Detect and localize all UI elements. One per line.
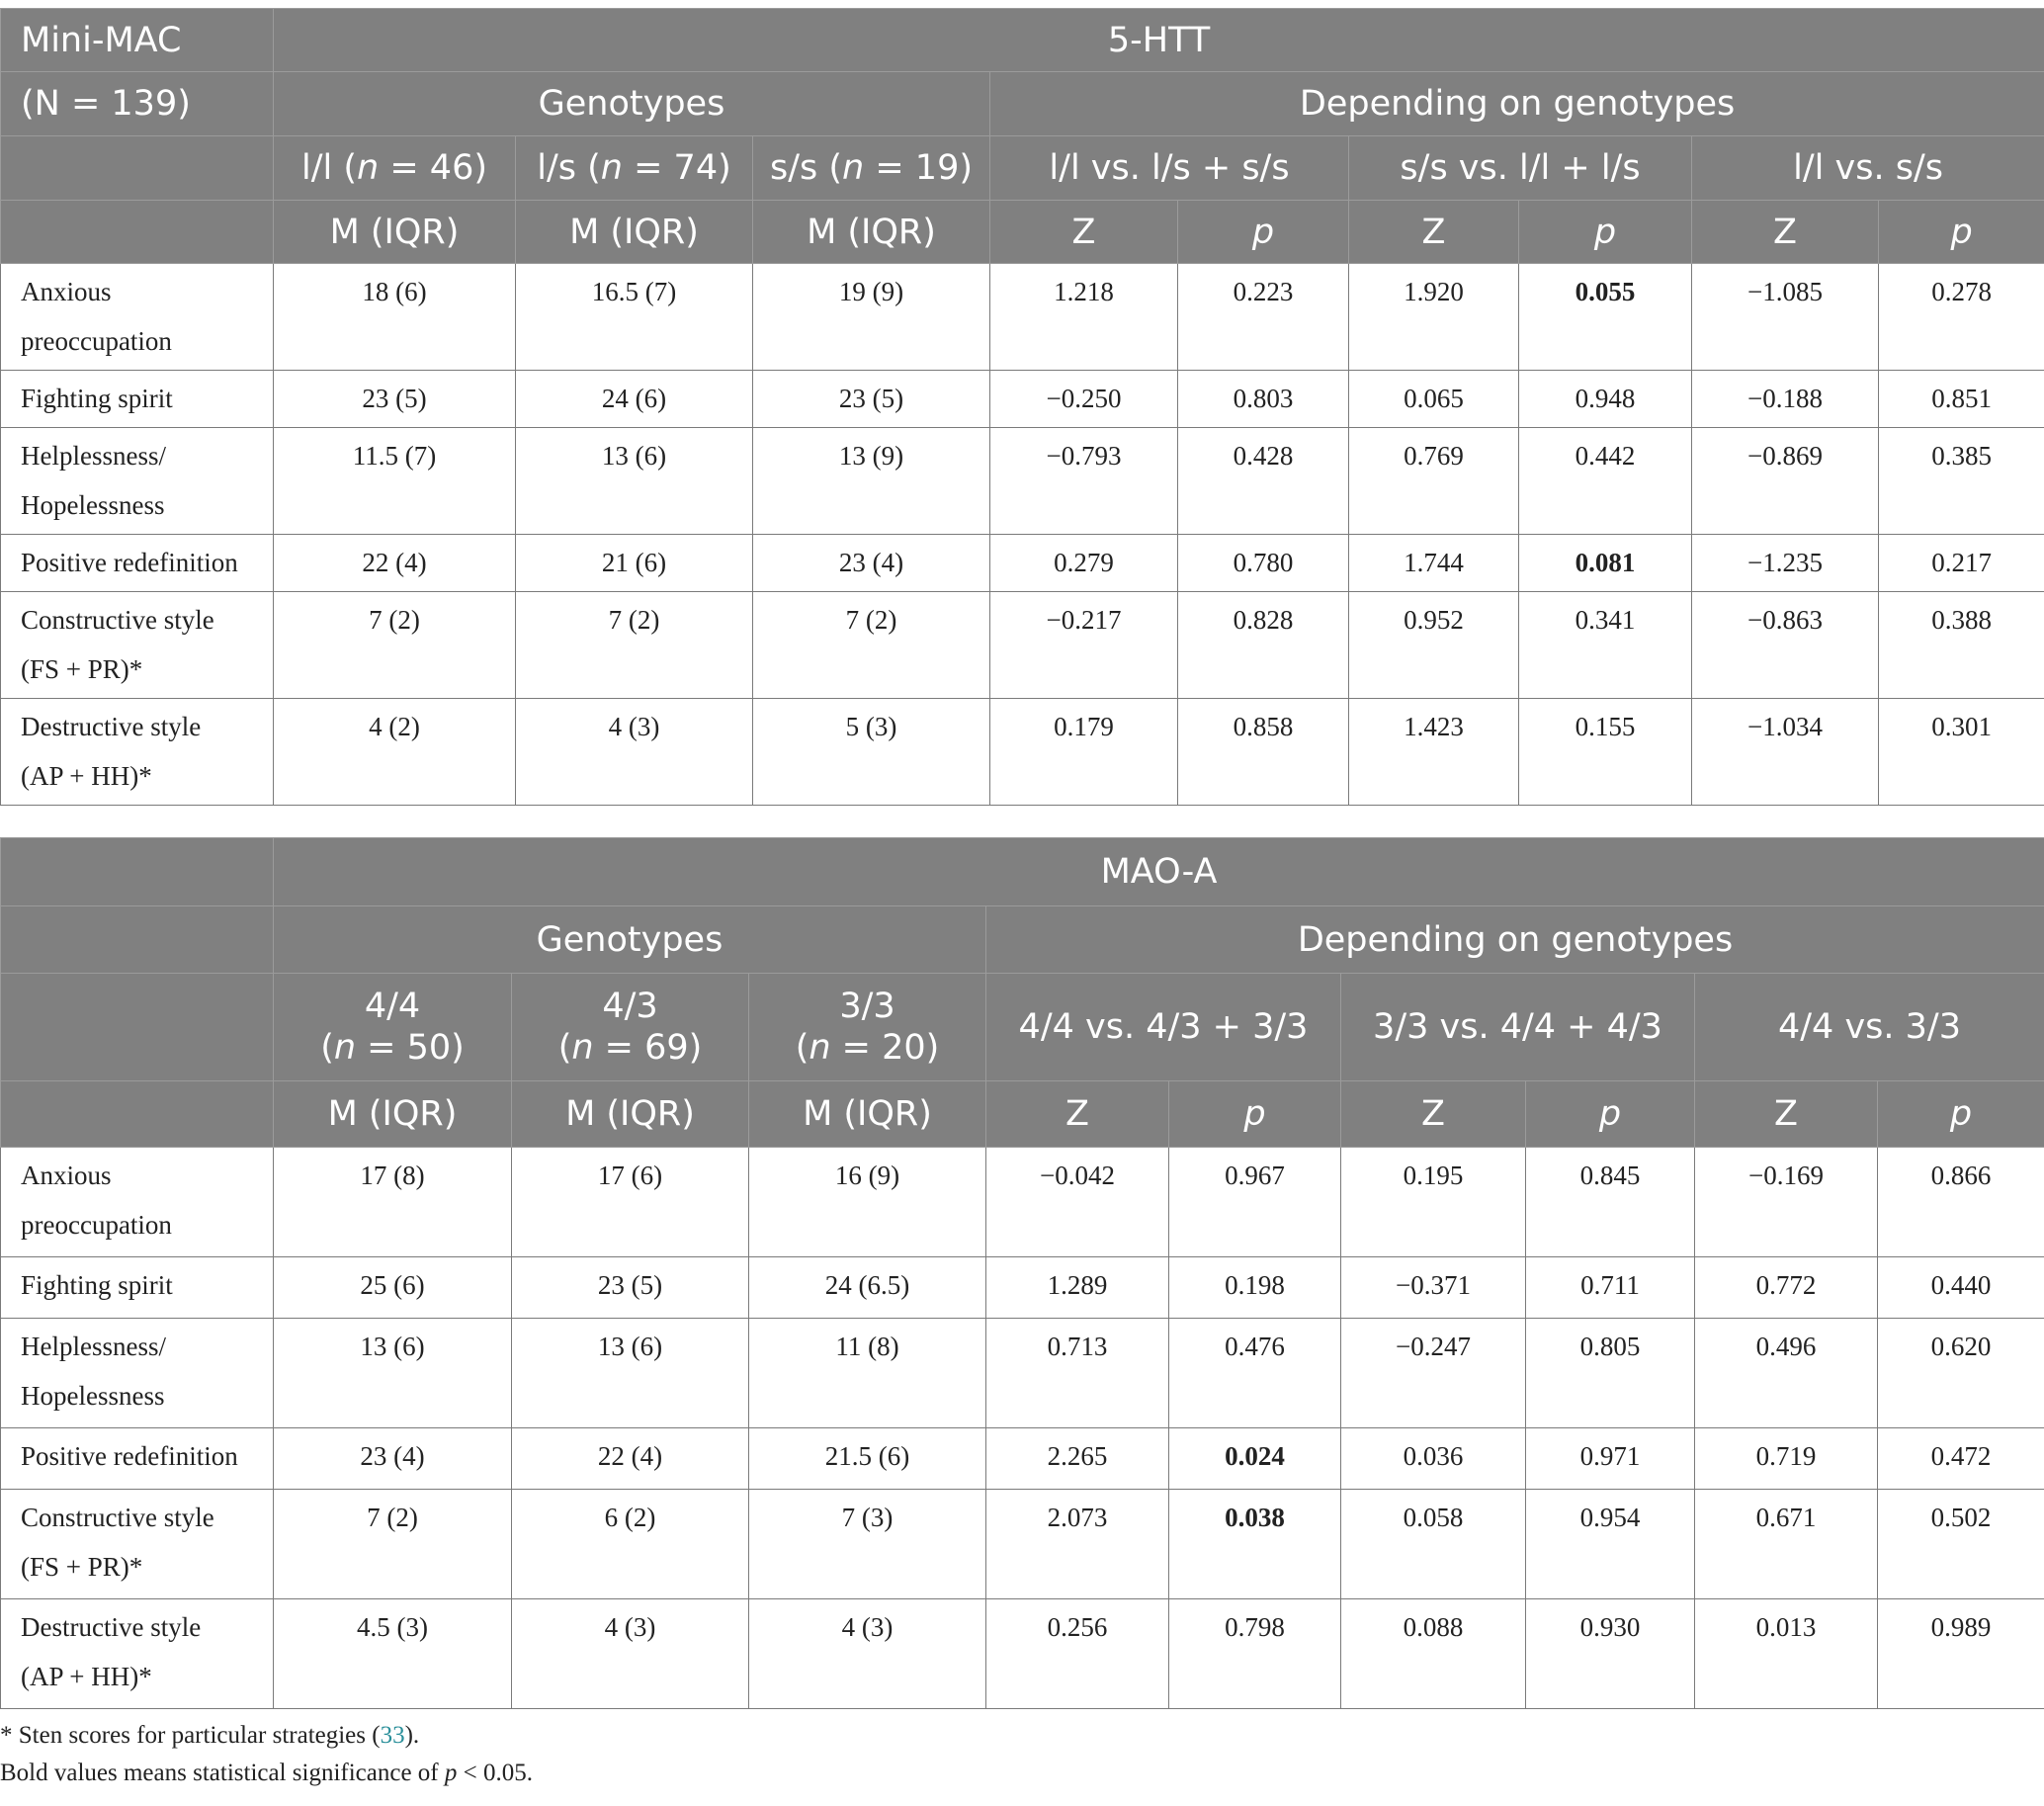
row-label: Helplessness/ Hopelessness — [1, 1319, 274, 1428]
cell: 0.279 — [990, 535, 1178, 592]
table-row — [1, 1599, 2044, 1709]
group-header: l/l (n = 46) — [274, 136, 516, 201]
cell: 0.301 — [1879, 699, 2044, 806]
comparison-header: l/l vs. l/s + s/s — [990, 136, 1349, 201]
cell-bold: 0.081 — [1519, 535, 1692, 592]
cell: 0.440 — [1878, 1257, 2044, 1319]
cell: 0.385 — [1879, 428, 2044, 535]
row-label: Positive redefinition — [1, 1428, 274, 1490]
table-row — [1, 371, 2044, 428]
comparison-header: s/s vs. l/l + l/s — [1349, 136, 1692, 201]
row-label: Destructive style (AP + HH)* — [1, 699, 274, 806]
footnote-sten: * Sten scores for particular strategies (33). — [0, 1722, 420, 1749]
table-maoa — [0, 837, 2044, 1709]
cell: 4 (2) — [274, 699, 516, 806]
cell: 0.013 — [1695, 1599, 1878, 1709]
stat-header: M (IQR) — [274, 1081, 512, 1148]
cell: −0.217 — [990, 592, 1178, 699]
cell: 21 (6) — [516, 535, 753, 592]
cell: −0.250 — [990, 371, 1178, 428]
row-label: Fighting spirit — [1, 371, 274, 428]
cell: 0.341 — [1519, 592, 1692, 699]
stat-header: p — [1519, 201, 1692, 264]
header-blank — [1, 1081, 274, 1148]
cell: 0.711 — [1526, 1257, 1695, 1319]
cell: 1.218 — [990, 264, 1178, 371]
stat-header: Z — [1341, 1081, 1526, 1148]
cell: 16.5 (7) — [516, 264, 753, 371]
cell: −0.042 — [986, 1148, 1169, 1257]
cell: 1.920 — [1349, 264, 1519, 371]
cell: 0.948 — [1519, 371, 1692, 428]
footnote-bold: Bold values means statistical significance of p < 0.05. — [0, 1760, 533, 1786]
cell: 0.845 — [1526, 1148, 1695, 1257]
cell: 0.223 — [1178, 264, 1349, 371]
cell: −1.235 — [1692, 535, 1879, 592]
header-blank — [1, 906, 274, 974]
cell: −0.169 — [1695, 1148, 1878, 1257]
cell: 22 (4) — [512, 1428, 749, 1490]
stat-header: p — [1178, 201, 1349, 264]
cell: 6 (2) — [512, 1490, 749, 1599]
table-row — [1, 1490, 2044, 1599]
cell: −0.793 — [990, 428, 1178, 535]
cell: 0.472 — [1878, 1428, 2044, 1490]
cell: −0.247 — [1341, 1319, 1526, 1428]
cell: 0.058 — [1341, 1490, 1526, 1599]
cell: 0.851 — [1879, 371, 2044, 428]
table-5htt — [0, 8, 2044, 806]
depending-header: Depending on genotypes — [990, 72, 2044, 136]
gene-header: MAO-A — [274, 838, 2044, 906]
stat-header: M (IQR) — [512, 1081, 749, 1148]
cell: 2.073 — [986, 1490, 1169, 1599]
group-header: l/s (n = 74) — [516, 136, 753, 201]
cell: 18 (6) — [274, 264, 516, 371]
cell: 0.155 — [1519, 699, 1692, 806]
stat-header: Z — [1695, 1081, 1878, 1148]
group-header: 4/3 (n = 69) — [512, 974, 749, 1081]
cell: 5 (3) — [753, 699, 990, 806]
cell: 0.858 — [1178, 699, 1349, 806]
cell: 0.620 — [1878, 1319, 2044, 1428]
group-header: s/s (n = 19) — [753, 136, 990, 201]
stat-header: Z — [1692, 201, 1879, 264]
table-row — [1, 592, 2044, 699]
cell: 23 (4) — [274, 1428, 512, 1490]
stat-header: M (IQR) — [749, 1081, 986, 1148]
cell: 0.278 — [1879, 264, 2044, 371]
corner-label-top: Mini-MAC — [1, 9, 274, 72]
cell: 22 (4) — [274, 535, 516, 592]
row-label: Constructive style (FS + PR)* — [1, 592, 274, 699]
cell: 7 (2) — [516, 592, 753, 699]
table-row — [1, 1319, 2044, 1428]
table-row — [1, 699, 2044, 806]
cell: 13 (6) — [512, 1319, 749, 1428]
cell: 0.780 — [1178, 535, 1349, 592]
cell: 11.5 (7) — [274, 428, 516, 535]
row-label: Anxious preoccupation — [1, 1148, 274, 1257]
cell: 0.930 — [1526, 1599, 1695, 1709]
table-row — [1, 428, 2044, 535]
table-row — [1, 535, 2044, 592]
depending-header: Depending on genotypes — [986, 906, 2044, 974]
cell: 0.476 — [1169, 1319, 1341, 1428]
stat-header: M (IQR) — [274, 201, 516, 264]
stat-header: p — [1526, 1081, 1695, 1148]
cell: 0.198 — [1169, 1257, 1341, 1319]
cell: 0.671 — [1695, 1490, 1878, 1599]
cell: −0.869 — [1692, 428, 1879, 535]
comparison-header: 4/4 vs. 4/3 + 3/3 — [986, 974, 1341, 1081]
cell: 0.502 — [1878, 1490, 2044, 1599]
stat-header: p — [1879, 201, 2044, 264]
stat-header: p — [1169, 1081, 1341, 1148]
cell: 4 (3) — [749, 1599, 986, 1709]
genotypes-header: Genotypes — [274, 72, 990, 136]
cell: −1.085 — [1692, 264, 1879, 371]
header-blank — [1, 201, 274, 264]
cell: 0.179 — [990, 699, 1178, 806]
cell: 7 (2) — [274, 592, 516, 699]
cell: 0.772 — [1695, 1257, 1878, 1319]
cell: 24 (6.5) — [749, 1257, 986, 1319]
cell: 0.388 — [1879, 592, 2044, 699]
cell: 1.289 — [986, 1257, 1169, 1319]
cell: 0.989 — [1878, 1599, 2044, 1709]
cell: −0.863 — [1692, 592, 1879, 699]
cell: 0.967 — [1169, 1148, 1341, 1257]
cell: 17 (8) — [274, 1148, 512, 1257]
cell: 0.195 — [1341, 1148, 1526, 1257]
cell: 13 (6) — [274, 1319, 512, 1428]
cell: 23 (5) — [274, 371, 516, 428]
cell: 0.442 — [1519, 428, 1692, 535]
stat-header: Z — [990, 201, 1178, 264]
cell: 2.265 — [986, 1428, 1169, 1490]
row-label: Constructive style (FS + PR)* — [1, 1490, 274, 1599]
table-footnotes — [0, 1717, 2044, 1792]
cell: 0.428 — [1178, 428, 1349, 535]
row-label: Destructive style (AP + HH)* — [1, 1599, 274, 1709]
cell: 23 (4) — [753, 535, 990, 592]
cell: 21.5 (6) — [749, 1428, 986, 1490]
corner-label-bottom: (N = 139) — [1, 72, 274, 136]
header-blank — [1, 974, 274, 1081]
cell: 0.065 — [1349, 371, 1519, 428]
stat-header: M (IQR) — [516, 201, 753, 264]
cell: 7 (3) — [749, 1490, 986, 1599]
cell: 25 (6) — [274, 1257, 512, 1319]
cell: 0.805 — [1526, 1319, 1695, 1428]
cell: 0.803 — [1178, 371, 1349, 428]
cell: −1.034 — [1692, 699, 1879, 806]
cell: 13 (9) — [753, 428, 990, 535]
cell: 4 (3) — [516, 699, 753, 806]
header-blank — [1, 136, 274, 201]
cell-bold: 0.055 — [1519, 264, 1692, 371]
cell-bold: 0.024 — [1169, 1428, 1341, 1490]
row-label: Anxious preoccupation — [1, 264, 274, 371]
cell: 0.256 — [986, 1599, 1169, 1709]
cell: 4.5 (3) — [274, 1599, 512, 1709]
reference-link[interactable]: 33 — [380, 1722, 405, 1749]
header-blank — [1, 838, 274, 906]
cell: 1.423 — [1349, 699, 1519, 806]
cell: 0.828 — [1178, 592, 1349, 699]
cell: −0.188 — [1692, 371, 1879, 428]
stat-header: Z — [1349, 201, 1519, 264]
cell: 11 (8) — [749, 1319, 986, 1428]
cell: 16 (9) — [749, 1148, 986, 1257]
comparison-header: l/l vs. s/s — [1692, 136, 2044, 201]
cell: 0.798 — [1169, 1599, 1341, 1709]
table-row — [1, 1428, 2044, 1490]
cell: 4 (3) — [512, 1599, 749, 1709]
comparison-header: 4/4 vs. 3/3 — [1695, 974, 2044, 1081]
row-label: Fighting spirit — [1, 1257, 274, 1319]
cell: 0.971 — [1526, 1428, 1695, 1490]
cell: 0.088 — [1341, 1599, 1526, 1709]
cell: 0.217 — [1879, 535, 2044, 592]
stat-header: Z — [986, 1081, 1169, 1148]
cell-bold: 0.038 — [1169, 1490, 1341, 1599]
cell: −0.371 — [1341, 1257, 1526, 1319]
cell: 0.719 — [1695, 1428, 1878, 1490]
group-header: 4/4 (n = 50) — [274, 974, 512, 1081]
cell: 1.744 — [1349, 535, 1519, 592]
cell: 24 (6) — [516, 371, 753, 428]
stat-header: p — [1878, 1081, 2044, 1148]
cell: 0.496 — [1695, 1319, 1878, 1428]
cell: 0.769 — [1349, 428, 1519, 535]
table-row — [1, 1257, 2044, 1319]
cell: 0.954 — [1526, 1490, 1695, 1599]
cell: 19 (9) — [753, 264, 990, 371]
cell: 7 (2) — [274, 1490, 512, 1599]
cell: 17 (6) — [512, 1148, 749, 1257]
cell: 0.036 — [1341, 1428, 1526, 1490]
cell: 0.866 — [1878, 1148, 2044, 1257]
cell: 13 (6) — [516, 428, 753, 535]
cell: 0.713 — [986, 1319, 1169, 1428]
table-row — [1, 1148, 2044, 1257]
comparison-header: 3/3 vs. 4/4 + 4/3 — [1341, 974, 1695, 1081]
cell: 0.952 — [1349, 592, 1519, 699]
cell: 23 (5) — [753, 371, 990, 428]
cell: 7 (2) — [753, 592, 990, 699]
genotypes-header: Genotypes — [274, 906, 986, 974]
row-label: Helplessness/ Hopelessness — [1, 428, 274, 535]
row-label: Positive redefinition — [1, 535, 274, 592]
stat-header: M (IQR) — [753, 201, 990, 264]
gene-header: 5-HTT — [274, 9, 2044, 72]
cell: 23 (5) — [512, 1257, 749, 1319]
group-header: 3/3 (n = 20) — [749, 974, 986, 1081]
table-row — [1, 264, 2044, 371]
